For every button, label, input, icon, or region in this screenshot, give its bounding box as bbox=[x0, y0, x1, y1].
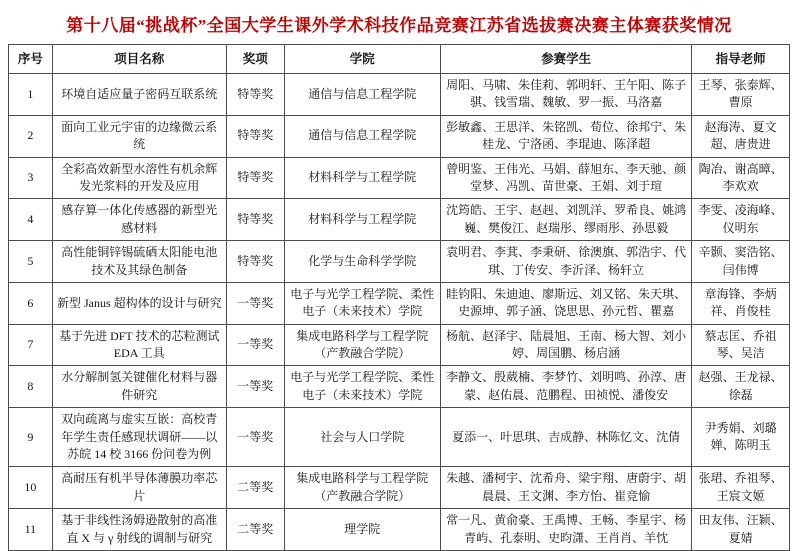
cell-project: 环境自适应量子密码互联系统 bbox=[52, 74, 226, 116]
cell-award: 特等奖 bbox=[226, 199, 284, 241]
cell-teachers: 田友伟、汪颖、夏婧 bbox=[692, 509, 790, 551]
table-row bbox=[9, 282, 790, 324]
cell-project: 基于非线性汤姆逊散射的高准直 X 与 γ 射线的调制与研究 bbox=[52, 509, 226, 551]
cell-award: 二等奖 bbox=[226, 467, 284, 509]
cell-college: 社会与人口学院 bbox=[284, 408, 440, 467]
cell-teachers: 尹秀娟、刘璐婵、陈明玉 bbox=[692, 408, 790, 467]
cell-project: 面向工业元宇宙的边缘微云系统 bbox=[52, 115, 226, 157]
cell-project: 高性能铜锌锡硫硒太阳能电池技术及其绿色制备 bbox=[52, 241, 226, 283]
header-no: 序号 bbox=[9, 45, 53, 74]
cell-college: 集成电路科学与工程学院（产教融合学院） bbox=[284, 467, 440, 509]
cell-award: 二等奖 bbox=[226, 509, 284, 551]
cell-college: 材料科学与工程学院 bbox=[284, 157, 440, 199]
cell-college: 集成电路科学与工程学院（产教融合学院） bbox=[284, 324, 440, 366]
cell-college: 通信与信息工程学院 bbox=[284, 74, 440, 116]
cell-no: 5 bbox=[9, 241, 53, 283]
cell-college: 电子与光学工程学院、柔性电子（未来技术）学院 bbox=[284, 366, 440, 408]
cell-no: 8 bbox=[9, 366, 53, 408]
cell-award: 特等奖 bbox=[226, 74, 284, 116]
table-row bbox=[9, 366, 790, 408]
page-title: 第十八届“挑战杯”全国大学生课外学术科技作品竞赛江苏省选拔赛决赛主体赛获奖情况 bbox=[66, 16, 732, 35]
awards-table bbox=[8, 44, 790, 551]
cell-students: 杨航、赵泽宇、陆晨旭、王南、杨大智、刘小婷、周国鹏、杨启涵 bbox=[440, 324, 691, 366]
cell-students: 朱越、潘柯宇、沈希舟、梁宇翔、唐蔚宇、胡晨晨、王文渊、李方怡、崔竞愉 bbox=[440, 467, 691, 509]
cell-college: 理学院 bbox=[284, 509, 440, 551]
cell-award: 一等奖 bbox=[226, 282, 284, 324]
cell-no: 11 bbox=[9, 509, 53, 551]
cell-college: 化学与生命科学学院 bbox=[284, 241, 440, 283]
cell-project: 感存算一体化传感器的新型光感材料 bbox=[52, 199, 226, 241]
cell-students: 袁明君、李萁、李秉研、徐澳旗、郭浩宇、代琪、丁传安、李沂泽、杨轩立 bbox=[440, 241, 691, 283]
header-students: 参赛学生 bbox=[440, 45, 691, 74]
cell-no: 7 bbox=[9, 324, 53, 366]
table-row bbox=[9, 115, 790, 157]
cell-college: 材料科学与工程学院 bbox=[284, 199, 440, 241]
cell-students: 李静文、殷葳楠、李梦竹、刘明鸣、孙淳、唐蒙、赵佑晨、范鹏程、田祯悦、潘俊安 bbox=[440, 366, 691, 408]
cell-project: 双向疏离与虚实互嵌：高校青年学生责任感现状调研——以苏皖 14 校 3166 份问卷为例 bbox=[52, 408, 226, 467]
cell-award: 一等奖 bbox=[226, 324, 284, 366]
header-project: 项目名称 bbox=[52, 45, 226, 74]
cell-students: 彭敏鑫、王思洋、朱铭凯、荀位、徐邦宁、朱桂龙、宁洛函、李琨迪、陈泽超 bbox=[440, 115, 691, 157]
cell-teachers: 陶冶、谢高暲、李欢欢 bbox=[692, 157, 790, 199]
header-college: 学院 bbox=[284, 45, 440, 74]
cell-students: 曾明鉴、王伟光、马娟、薛旭东、李天驰、颜堂梦、冯凯、苗世豪、王娟、刘于瑄 bbox=[440, 157, 691, 199]
table-row bbox=[9, 199, 790, 241]
cell-students: 周阳、马啸、朱佳莉、郭明轩、王午阳、陈子骐、钱雪瑞、魏敏、罗一振、马洛嘉 bbox=[440, 74, 691, 116]
cell-award: 一等奖 bbox=[226, 366, 284, 408]
cell-students: 眭钧阳、朱迪迪、廖斯远、刘又铭、朱天琪、史源坤、郭子涵、饶思思、孙元哲、瞿嘉 bbox=[440, 282, 691, 324]
cell-project: 全彩高效新型水溶性有机余辉发光浆料的开发及应用 bbox=[52, 157, 226, 199]
table-row bbox=[9, 324, 790, 366]
cell-no: 6 bbox=[9, 282, 53, 324]
cell-project: 新型 Janus 超构体的设计与研究 bbox=[52, 282, 226, 324]
table-row bbox=[9, 467, 790, 509]
table-row bbox=[9, 74, 790, 116]
cell-teachers: 赵强、王龙禄、徐磊 bbox=[692, 366, 790, 408]
cell-no: 10 bbox=[9, 467, 53, 509]
header-award: 奖项 bbox=[226, 45, 284, 74]
table-row bbox=[9, 408, 790, 467]
cell-award: 特等奖 bbox=[226, 157, 284, 199]
cell-teachers: 蔡志匡、乔祖琴、吴洁 bbox=[692, 324, 790, 366]
table-row bbox=[9, 509, 790, 551]
cell-no: 1 bbox=[9, 74, 53, 116]
cell-teachers: 章海锋、李炳祥、肖俊桂 bbox=[692, 282, 790, 324]
cell-students: 夏添一、叶思琪、吉成静、林陈忆文、沈倩 bbox=[440, 408, 691, 467]
cell-teachers: 张珺、乔祖琴、王宸文姬 bbox=[692, 467, 790, 509]
cell-no: 9 bbox=[9, 408, 53, 467]
cell-no: 3 bbox=[9, 157, 53, 199]
table-row bbox=[9, 157, 790, 199]
cell-teachers: 赵海涛、夏文超、唐贵进 bbox=[692, 115, 790, 157]
cell-teachers: 辛颢、窦浩铭、闫伟博 bbox=[692, 241, 790, 283]
cell-project: 水分解制氢关键催化材料与器件研究 bbox=[52, 366, 226, 408]
cell-teachers: 李雯、凌海峰、仪明东 bbox=[692, 199, 790, 241]
cell-no: 4 bbox=[9, 199, 53, 241]
cell-college: 电子与光学工程学院、柔性电子（未来技术）学院 bbox=[284, 282, 440, 324]
cell-students: 常一凡、黄俞豪、王禹博、王畅、李星宇、杨青屿、孔泰明、史昀潇、王肖肖、羊忱 bbox=[440, 509, 691, 551]
cell-students: 沈筠皓、王宇、赵赳、刘凯洋、罗希良、姚鸿巍、樊俊江、赵瑞彤、缪雨彤、孙思毅 bbox=[440, 199, 691, 241]
cell-award: 特等奖 bbox=[226, 241, 284, 283]
table-row bbox=[9, 241, 790, 283]
cell-project: 高耐压有机半导体薄膜功率芯片 bbox=[52, 467, 226, 509]
cell-project: 基于先进 DFT 技术的芯粒测试 EDA 工具 bbox=[52, 324, 226, 366]
cell-teachers: 王琴、张泰辉、曹原 bbox=[692, 74, 790, 116]
header-row bbox=[9, 45, 790, 74]
cell-no: 2 bbox=[9, 115, 53, 157]
cell-college: 通信与信息工程学院 bbox=[284, 115, 440, 157]
cell-award: 特等奖 bbox=[226, 115, 284, 157]
cell-award: 一等奖 bbox=[226, 408, 284, 467]
header-teachers: 指导老师 bbox=[692, 45, 790, 74]
